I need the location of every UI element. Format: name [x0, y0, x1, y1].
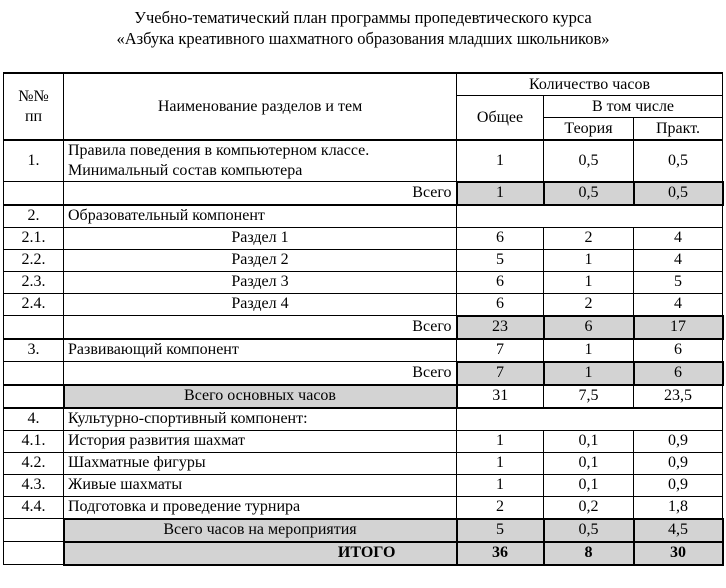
row-num: 2.3. — [4, 271, 64, 293]
row-theory: 1 — [544, 249, 634, 271]
events-total-label: Всего часов на мероприятия — [64, 519, 457, 542]
main-total-total: 31 — [457, 385, 544, 408]
row-empty-values — [457, 205, 723, 228]
subtotal-prakt: 0,5 — [634, 182, 723, 205]
row-theory: 1 — [544, 271, 634, 293]
row-name: Культурно-спортивный компонент: — [64, 408, 457, 431]
subtotal-row — [4, 182, 723, 205]
row-num-empty — [4, 385, 64, 408]
subtotal-label: Всего — [64, 362, 457, 385]
row-total: 6 — [457, 293, 544, 316]
table-row — [4, 474, 723, 496]
row-theory: 0,1 — [544, 430, 634, 452]
row-name: Живые шахматы — [64, 474, 457, 496]
row-num-empty — [4, 362, 64, 385]
row-total: 6 — [457, 227, 544, 249]
row-name: Раздел 3 — [64, 271, 457, 293]
row-prakt: 4 — [634, 249, 723, 271]
header-num: №№ пп — [4, 73, 64, 140]
row-name: Раздел 4 — [64, 293, 457, 316]
events-total-prakt: 4,5 — [634, 519, 723, 542]
row-num: 4.3. — [4, 474, 64, 496]
events-total-row — [4, 519, 723, 542]
row-total: 5 — [457, 249, 544, 271]
title-line-1: Учебно-тематический план программы пропедевтического курса — [134, 8, 592, 27]
grand-total-row — [4, 542, 723, 565]
row-total: 1 — [457, 140, 544, 182]
row-num: 1. — [4, 140, 64, 182]
row-name: Раздел 1 — [64, 227, 457, 249]
row-num: 4.2. — [4, 452, 64, 474]
table-row — [4, 249, 723, 271]
row-prakt: 6 — [634, 339, 723, 362]
document-title — [0, 7, 726, 49]
subtotal-theory: 0,5 — [544, 182, 634, 205]
row-total: 2 — [457, 496, 544, 519]
main-total-prakt: 23,5 — [634, 385, 723, 408]
row-empty-values — [457, 408, 723, 431]
row-theory: 0,2 — [544, 496, 634, 519]
row-name-line-2: Минимальный состав компьютера — [68, 162, 303, 179]
curriculum-table — [3, 72, 724, 566]
header-including: В том числе — [544, 96, 723, 118]
grand-total-prakt: 30 — [634, 542, 723, 565]
subtotal-total: 1 — [457, 182, 544, 205]
row-num-empty — [4, 182, 64, 205]
table-row — [4, 227, 723, 249]
table-row — [4, 140, 723, 182]
events-total-theory: 0,5 — [544, 519, 634, 542]
row-num: 2. — [4, 205, 64, 228]
row-num: 4.4. — [4, 496, 64, 519]
row-prakt: 4 — [634, 293, 723, 316]
row-total: 1 — [457, 430, 544, 452]
subtotal-theory: 6 — [544, 316, 634, 339]
table-row — [4, 452, 723, 474]
row-theory: 2 — [544, 227, 634, 249]
grand-total-theory: 8 — [544, 542, 634, 565]
row-prakt: 5 — [634, 271, 723, 293]
row-name: Шахматные фигуры — [64, 452, 457, 474]
row-total: 1 — [457, 452, 544, 474]
row-name: Образовательный компонент — [64, 205, 457, 228]
row-name: Подготовка и проведение турнира — [64, 496, 457, 519]
row-num: 2.4. — [4, 293, 64, 316]
title-line-2: «Азбука креативного шахматного образования младших школьников» — [116, 29, 610, 48]
table-row — [4, 430, 723, 452]
row-theory: 0,5 — [544, 140, 634, 182]
row-prakt: 0,9 — [634, 430, 723, 452]
row-prakt: 1,8 — [634, 496, 723, 519]
row-total: 1 — [457, 474, 544, 496]
header-theory: Теория — [544, 118, 634, 141]
row-prakt: 0,9 — [634, 474, 723, 496]
grand-total-total: 36 — [457, 542, 544, 565]
table-row — [4, 339, 723, 362]
subtotal-label: Всего — [64, 182, 457, 205]
subtotal-row — [4, 362, 723, 385]
row-num: 2.1. — [4, 227, 64, 249]
row-prakt: 4 — [634, 227, 723, 249]
row-num-empty — [4, 519, 64, 542]
subtotal-total: 23 — [457, 316, 544, 339]
section-row — [4, 408, 723, 431]
row-name: История развития шахмат — [64, 430, 457, 452]
subtotal-prakt: 6 — [634, 362, 723, 385]
row-name — [64, 140, 457, 182]
row-total: 7 — [457, 339, 544, 362]
row-theory: 0,1 — [544, 474, 634, 496]
row-theory: 1 — [544, 339, 634, 362]
header-total: Общее — [457, 96, 544, 141]
row-num: 2.2. — [4, 249, 64, 271]
row-prakt: 0,9 — [634, 452, 723, 474]
row-num: 3. — [4, 339, 64, 362]
row-total: 6 — [457, 271, 544, 293]
table-row — [4, 271, 723, 293]
header-prakt: Практ. — [634, 118, 723, 141]
header-hours: Количество часов — [457, 73, 723, 96]
row-num: 4. — [4, 408, 64, 431]
row-num: 4.1. — [4, 430, 64, 452]
row-num-empty — [4, 316, 64, 339]
main-total-row — [4, 385, 723, 408]
table-row — [4, 496, 723, 519]
row-name-line-1: Правила поведения в компьютерном классе. — [68, 142, 370, 159]
row-theory: 2 — [544, 293, 634, 316]
row-name: Раздел 2 — [64, 249, 457, 271]
events-total-total: 5 — [457, 519, 544, 542]
header-name: Наименование разделов и тем — [64, 73, 457, 140]
row-prakt: 0,5 — [634, 140, 723, 182]
subtotal-prakt: 17 — [634, 316, 723, 339]
table-row — [4, 293, 723, 316]
row-num-empty — [4, 542, 64, 565]
subtotal-label: Всего — [64, 316, 457, 339]
row-name: Развивающий компонент — [64, 339, 457, 362]
row-theory: 0,1 — [544, 452, 634, 474]
subtotal-theory: 1 — [544, 362, 634, 385]
main-total-label: Всего основных часов — [64, 385, 457, 408]
subtotal-total: 7 — [457, 362, 544, 385]
grand-total-label: ИТОГО — [64, 542, 457, 565]
subtotal-row — [4, 316, 723, 339]
section-row — [4, 205, 723, 228]
main-total-theory: 7,5 — [544, 385, 634, 408]
